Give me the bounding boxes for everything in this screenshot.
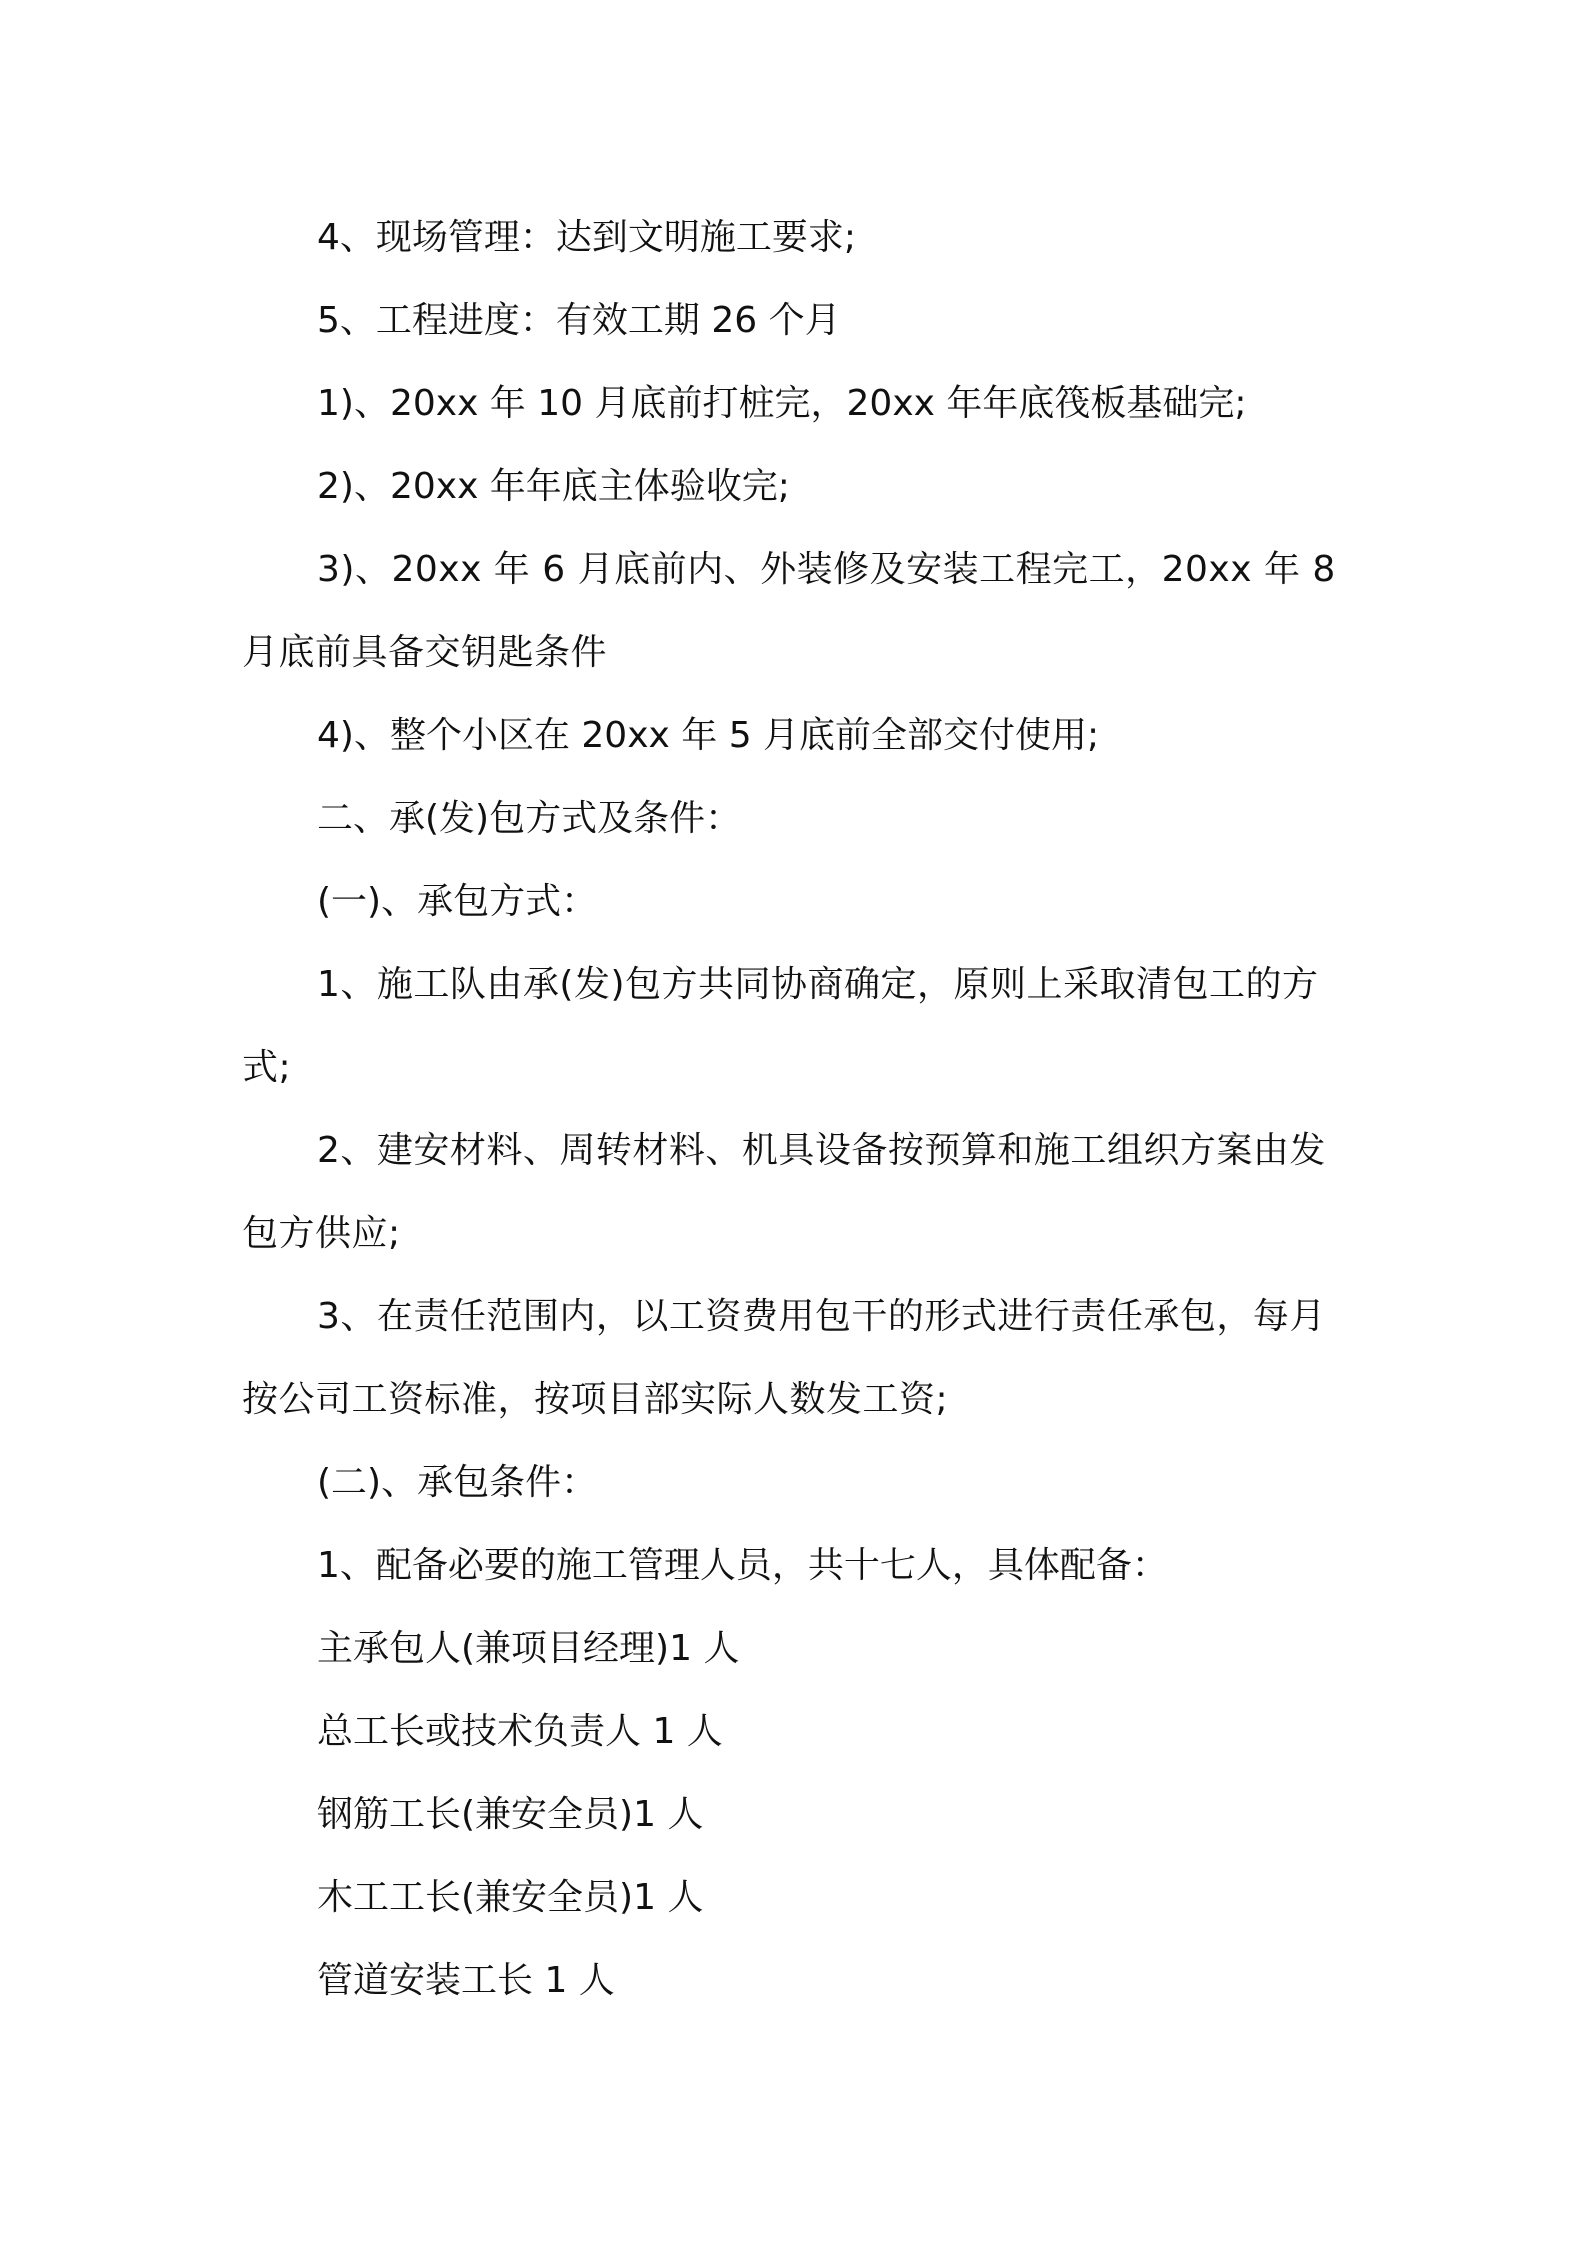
paragraph-milestone-4: 4)、整个小区在 20xx 年 5 月底前全部交付使用; — [317, 715, 1100, 756]
paragraph-conditions-1: 1、配备必要的施工管理人员，共十七人，具体配备： — [317, 1545, 1168, 1586]
paragraph-method-1: 1、施工队由承(发)包方共同协商确定，原则上采取清包工的方式; — [242, 964, 1319, 1088]
subheading-contract-method: (一)、承包方式： — [317, 881, 598, 922]
paragraph-milestone-1: 1)、20xx 年 10 月底前打桩完，20xx 年年底筏板基础完; — [317, 383, 1247, 424]
staff-item-carpentry-foreman: 木工工长(兼安全员)1 人 — [317, 1877, 704, 1918]
paragraph-milestone-3: 3)、20xx 年 6 月底前内、外装修及安装工程完工，20xx 年 8 月底前具备交钥匙条件 — [242, 549, 1336, 673]
section-heading-contract: 二、承(发)包方式及条件： — [317, 798, 742, 839]
staff-item-rebar-foreman: 钢筋工长(兼安全员)1 人 — [317, 1794, 704, 1835]
staff-item-project-manager: 主承包人(兼项目经理)1 人 — [317, 1628, 740, 1669]
staff-item-chief-foreman: 总工长或技术负责人 1 人 — [317, 1711, 723, 1752]
paragraph-site-management: 4、现场管理：达到文明施工要求; — [317, 217, 857, 258]
paragraph-method-2: 2、建安材料、周转材料、机具设备按预算和施工组织方案由发包方供应; — [242, 1130, 1326, 1254]
subheading-contract-conditions: (二)、承包条件： — [317, 1462, 598, 1503]
paragraph-milestone-2: 2)、20xx 年年底主体验收完; — [317, 466, 790, 507]
staff-item-pipe-foreman: 管道安装工长 1 人 — [317, 1960, 615, 2001]
document-body — [242, 196, 1352, 2022]
paragraph-method-3: 3、在责任范围内，以工资费用包干的形式进行责任承包，每月按公司工资标准，按项目部实际人数发工资; — [242, 1296, 1326, 1420]
paragraph-schedule: 5、工程进度：有效工期 26 个月 — [317, 300, 841, 341]
